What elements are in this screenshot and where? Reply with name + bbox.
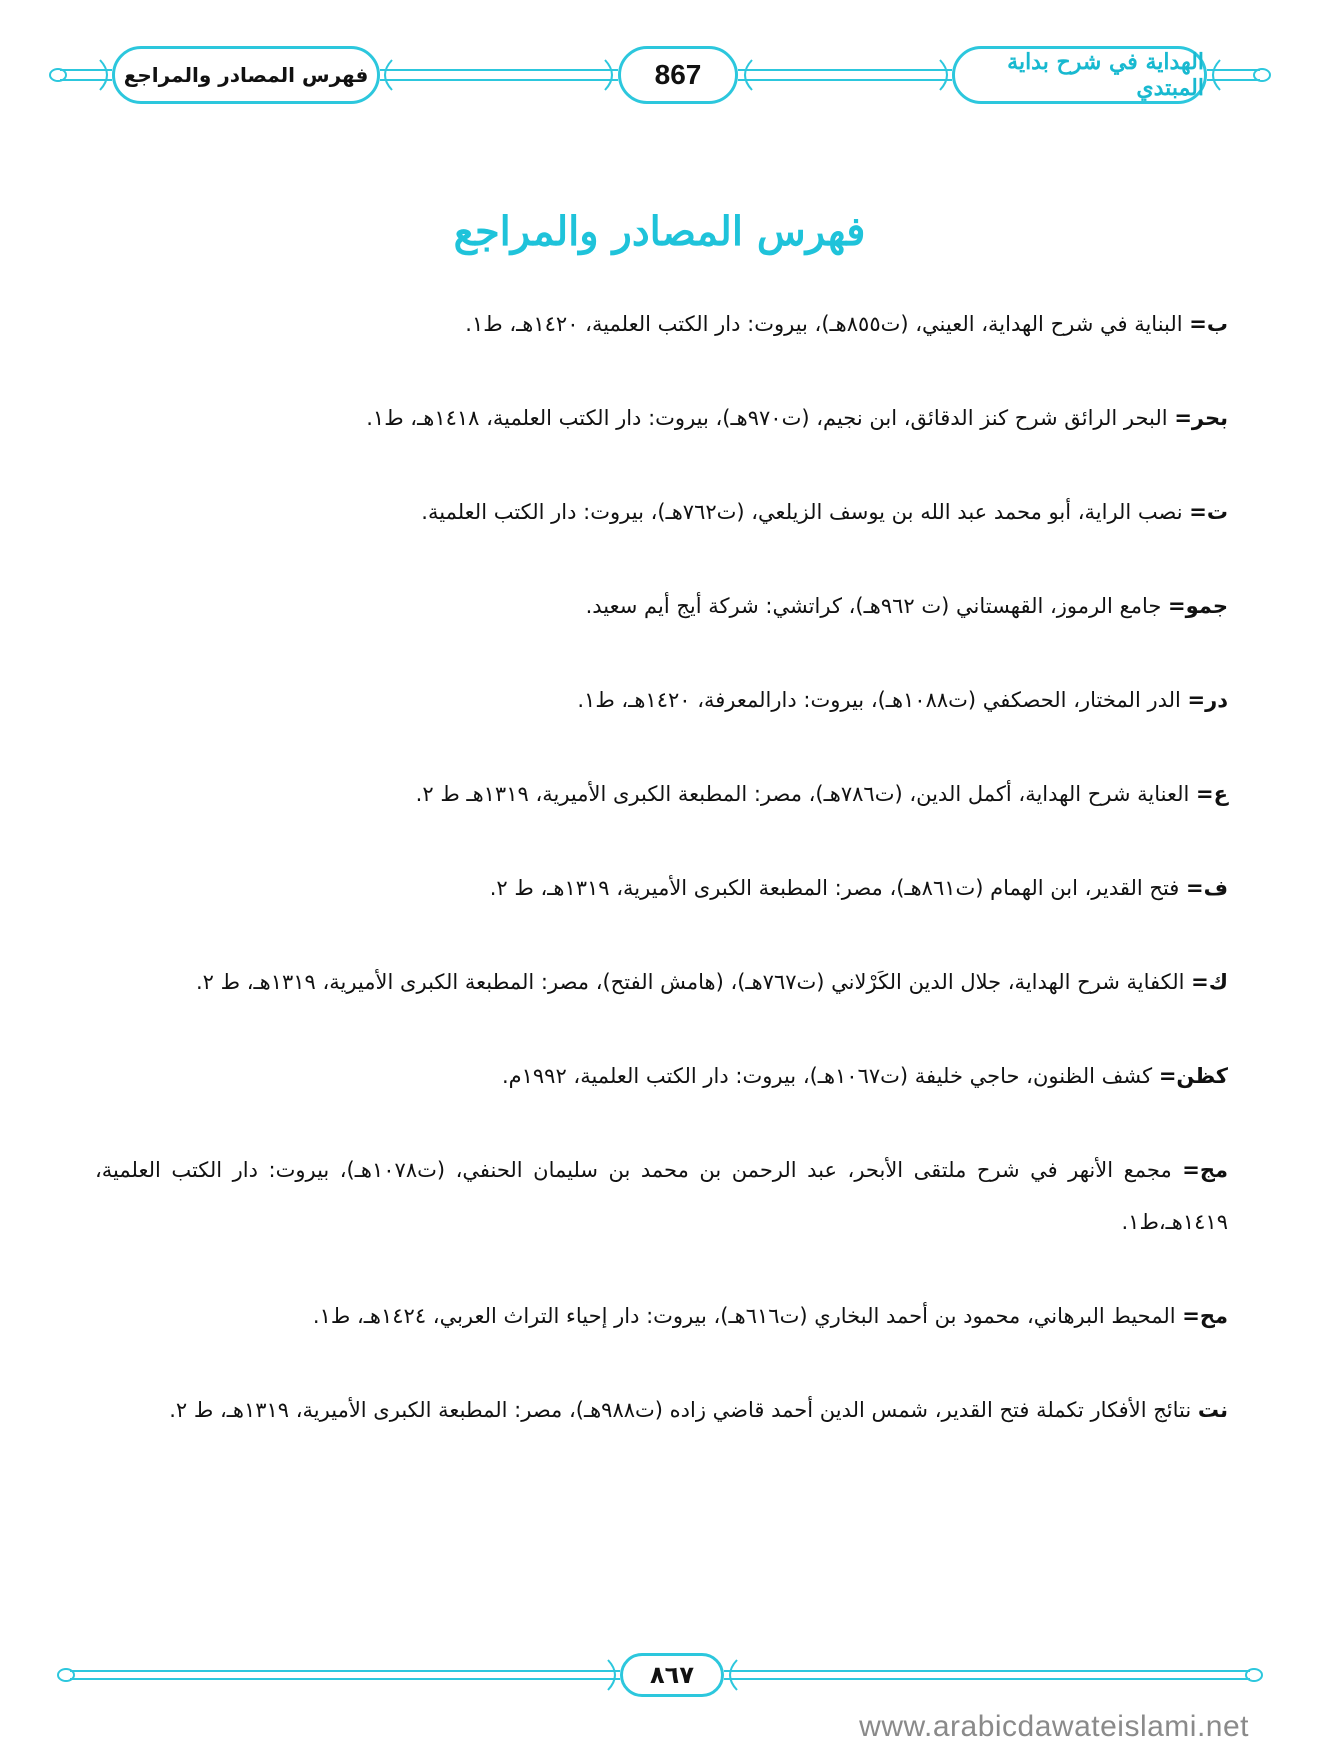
reference-entry — [95, 674, 1228, 726]
reference-code: بحر= — [1174, 406, 1228, 430]
reference-text: فتح القدير، ابن الهمام (ت٨٦١هـ)، مصر: المطبعة الكبرى الأميرية، ١٣١٩هـ، ط ٢. — [489, 876, 1186, 900]
reference-code: در= — [1187, 688, 1228, 712]
reference-code: جمو= — [1168, 594, 1228, 618]
page-title: فهرس المصادر والمراجع — [453, 208, 866, 255]
header-section-title: فهرس المصادر والمراجع — [112, 46, 380, 104]
reference-text: الدر المختار، الحصكفي (ت١٠٨٨هـ)، بيروت: دارالمعرفة، ١٤٢٠هـ، ط١. — [577, 688, 1188, 712]
reference-text: الكفاية شرح الهداية، جلال الدين الكَرْلاني (ت٧٦٧هـ)، (هامش الفتح)، مصر: المطبعة الكبرى الأميرية، ١٣١٩هـ، ط ٢. — [195, 970, 1192, 994]
reference-code: ك= — [1191, 970, 1228, 994]
reference-code: ع= — [1196, 782, 1228, 806]
reference-code: كظن= — [1158, 1064, 1228, 1088]
reference-entry — [95, 580, 1228, 632]
reference-code: ف= — [1186, 876, 1228, 900]
references-list — [95, 298, 1228, 1478]
reference-text: مجمع الأنهر في شرح ملتقى الأبحر، عبد الرحمن بن محمد بن سليمان الحنفي، (ت١٠٧٨هـ)، بيروت: دار الكتب العلمية، ١٤١٩هـ،ط١. — [95, 1158, 1228, 1234]
reference-text: البناية في شرح الهداية، العيني، (ت٨٥٥هـ)، بيروت: دار الكتب العلمية، ١٤٢٠هـ، ط١. — [465, 312, 1190, 336]
reference-code: مج= — [1182, 1158, 1228, 1182]
reference-entry — [95, 486, 1228, 538]
reference-entry — [95, 1050, 1228, 1102]
reference-code: ت= — [1189, 500, 1228, 524]
reference-code: نت — [1197, 1398, 1228, 1422]
reference-entry — [95, 1290, 1228, 1342]
reference-text: نصب الراية، أبو محمد عبد الله بن يوسف الزيلعي، (ت٧٦٢هـ)، بيروت: دار الكتب العلمية. — [421, 500, 1190, 524]
reference-text: المحيط البرهاني، محمود بن أحمد البخاري (ت٦١٦هـ)، بيروت: دار إحياء التراث العربي، ١٤٢٤هـ، ط١. — [312, 1304, 1183, 1328]
footer-page-number: ٨٦٧ — [620, 1653, 724, 1697]
reference-entry — [95, 298, 1228, 350]
reference-text: البحر الرائق شرح كنز الدقائق، ابن نجيم، (ت٩٧٠هـ)، بيروت: دار الكتب العلمية، ١٤١٨هـ، ط١. — [366, 406, 1175, 430]
reference-text: العناية شرح الهداية، أكمل الدين، (ت٧٨٦هـ)، مصر: المطبعة الكبرى الأميرية، ١٣١٩هـ ط ٢. — [415, 782, 1197, 806]
reference-entry — [95, 768, 1228, 820]
reference-entry — [95, 956, 1228, 1008]
reference-entry — [95, 392, 1228, 444]
website-url: www.arabicdawateislami.net — [859, 1710, 1249, 1743]
reference-entry — [95, 1384, 1228, 1436]
page-header — [0, 0, 1319, 130]
reference-code: مح= — [1182, 1304, 1228, 1328]
reference-code: ب= — [1189, 312, 1228, 336]
header-book-title: الهداية في شرح بداية المبتدي — [952, 46, 1207, 104]
reference-entry — [95, 1144, 1228, 1248]
reference-entry — [95, 862, 1228, 914]
header-page-number: 867 — [618, 46, 738, 104]
page-footer — [0, 1640, 1319, 1760]
reference-text: نتائج الأفكار تكملة فتح القدير، شمس الدين أحمد قاضي زاده (ت٩٨٨هـ)، مصر: المطبعة الكبرى الأميرية، ١٣١٩هـ، ط ٢. — [169, 1398, 1198, 1422]
reference-text: جامع الرموز، القهستاني (ت ٩٦٢هـ)، كراتشي: شركة أيج أيم سعيد. — [585, 594, 1169, 618]
reference-text: كشف الظنون، حاجي خليفة (ت١٠٦٧هـ)، بيروت: دار الكتب العلمية، ١٩٩٢م. — [501, 1064, 1159, 1088]
